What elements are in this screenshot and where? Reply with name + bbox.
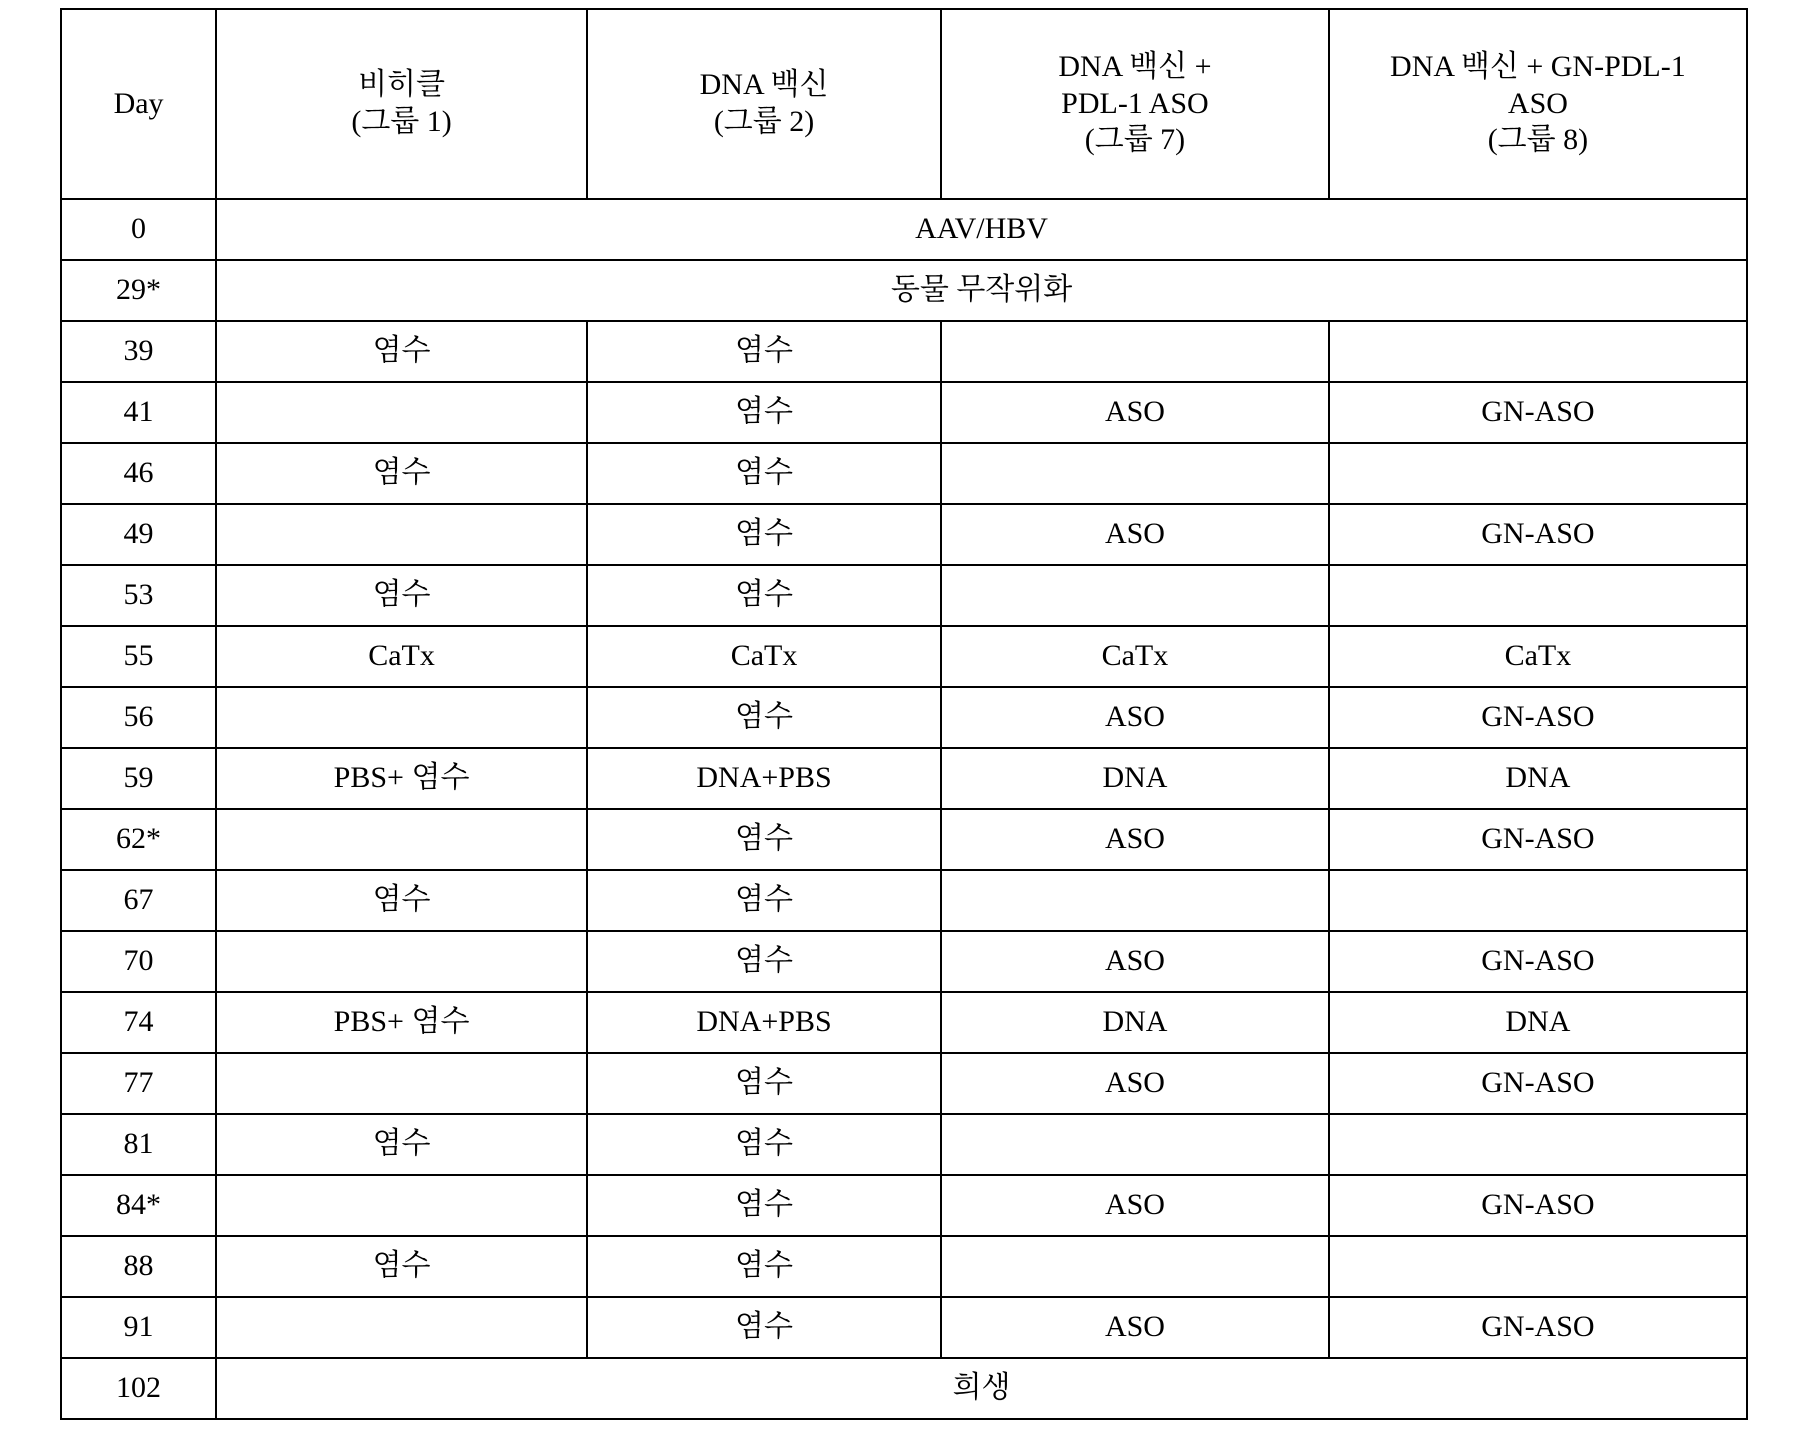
column-header-group8-line-3: (그룹 8) [1487, 123, 1589, 157]
cell-day: 55 [61, 626, 216, 687]
column-header-group1 [216, 9, 587, 199]
cell-day: 102 [61, 1358, 216, 1419]
cell-group7: CaTx [941, 626, 1329, 687]
cell-group7: ASO [941, 809, 1329, 870]
cell-group2: 염수 [587, 1297, 941, 1358]
cell-group1 [216, 687, 587, 748]
cell-group7 [941, 321, 1329, 382]
cell-group8: GN-ASO [1329, 809, 1747, 870]
cell-day: 59 [61, 748, 216, 809]
column-header-group7-line-3: (그룹 7) [1084, 123, 1186, 157]
table-row [61, 931, 1747, 992]
column-header-group2-line-1: DNA 백신 [699, 68, 829, 102]
cell-group7 [941, 870, 1329, 931]
cell-group2: 염수 [587, 565, 941, 626]
table-header-row [61, 9, 1747, 199]
column-header-group8-line-1: DNA 백신 + GN-PDL-1 [1390, 50, 1686, 84]
cell-group2: 염수 [587, 1236, 941, 1297]
table-row [61, 1358, 1747, 1419]
cell-group7 [941, 1236, 1329, 1297]
cell-group1: PBS+ 염수 [216, 992, 587, 1053]
column-header-group7-line-2: PDL-1 ASO [1061, 86, 1209, 120]
cell-group7: ASO [941, 687, 1329, 748]
column-header-group2 [587, 9, 941, 199]
cell-group1: 염수 [216, 1236, 587, 1297]
cell-group8: GN-ASO [1329, 687, 1747, 748]
cell-group2: 염수 [587, 870, 941, 931]
cell-day: 77 [61, 1053, 216, 1114]
cell-day: 0 [61, 199, 216, 260]
cell-group7: ASO [941, 931, 1329, 992]
cell-group7 [941, 443, 1329, 504]
cell-group8 [1329, 321, 1747, 382]
cell-day: 56 [61, 687, 216, 748]
cell-group7 [941, 1114, 1329, 1175]
column-header-group2-line-2: (그룹 2) [713, 105, 815, 138]
cell-group2: CaTx [587, 626, 941, 687]
cell-group8: GN-ASO [1329, 1297, 1747, 1358]
column-header-group7 [941, 9, 1329, 199]
table-row [61, 504, 1747, 565]
cell-group2: 염수 [587, 687, 941, 748]
cell-group2: 염수 [587, 504, 941, 565]
cell-day: 49 [61, 504, 216, 565]
cell-group8: GN-ASO [1329, 504, 1747, 565]
cell-day: 81 [61, 1114, 216, 1175]
cell-group2: 염수 [587, 1114, 941, 1175]
table-row [61, 1114, 1747, 1175]
cell-group1: CaTx [216, 626, 587, 687]
table-row [61, 809, 1747, 870]
cell-group8 [1329, 443, 1747, 504]
cell-group8: GN-ASO [1329, 382, 1747, 443]
cell-group1 [216, 1053, 587, 1114]
cell-group2: DNA+PBS [587, 992, 941, 1053]
cell-group7: ASO [941, 1297, 1329, 1358]
table-row [61, 1236, 1747, 1297]
cell-day: 67 [61, 870, 216, 931]
cell-group2: 염수 [587, 809, 941, 870]
cell-group7: ASO [941, 1053, 1329, 1114]
cell-group8: DNA [1329, 748, 1747, 809]
cell-group7: DNA [941, 992, 1329, 1053]
cell-group8 [1329, 870, 1747, 931]
cell-group8 [1329, 565, 1747, 626]
table-row [61, 321, 1747, 382]
cell-day: 84* [61, 1175, 216, 1236]
cell-group1 [216, 1175, 587, 1236]
column-header-group7-line-1: DNA 백신 + [1058, 50, 1212, 84]
cell-day: 74 [61, 992, 216, 1053]
table-row [61, 748, 1747, 809]
column-header-group8-line-2: ASO [1507, 86, 1568, 120]
cell-group7: ASO [941, 1175, 1329, 1236]
cell-group8: CaTx [1329, 626, 1747, 687]
cell-day: 39 [61, 321, 216, 382]
cell-day: 41 [61, 382, 216, 443]
cell-group1: 염수 [216, 321, 587, 382]
column-header-group1-line-2: (그룹 1) [351, 105, 452, 138]
cell-group2: 염수 [587, 1053, 941, 1114]
cell-day: 46 [61, 443, 216, 504]
cell-group8: DNA [1329, 992, 1747, 1053]
column-header-group8 [1329, 9, 1747, 199]
cell-group2: 염수 [587, 382, 941, 443]
table-row [61, 687, 1747, 748]
cell-group1: 염수 [216, 870, 587, 931]
cell-group8: GN-ASO [1329, 931, 1747, 992]
cell-group7 [941, 565, 1329, 626]
cell-group1: 염수 [216, 443, 587, 504]
cell-group7: DNA [941, 748, 1329, 809]
column-header-group1-line-1: 비히클 [358, 68, 446, 102]
table-row [61, 443, 1747, 504]
column-header-day-line-1: Day [113, 86, 164, 120]
cell-group2: 염수 [587, 1175, 941, 1236]
cell-group1: 염수 [216, 565, 587, 626]
cell-day: 91 [61, 1297, 216, 1358]
cell-span: 동물 무작위화 [216, 260, 1747, 321]
study-schedule-table [60, 8, 1748, 1420]
cell-group7: ASO [941, 504, 1329, 565]
cell-day: 88 [61, 1236, 216, 1297]
cell-group1 [216, 504, 587, 565]
table-row [61, 199, 1747, 260]
cell-group1 [216, 382, 587, 443]
cell-group2: DNA+PBS [587, 748, 941, 809]
table-row [61, 1175, 1747, 1236]
cell-day: 62* [61, 809, 216, 870]
table-row [61, 565, 1747, 626]
table-row [61, 260, 1747, 321]
cell-day: 70 [61, 931, 216, 992]
cell-group2: 염수 [587, 931, 941, 992]
table-row [61, 992, 1747, 1053]
cell-day: 29* [61, 260, 216, 321]
cell-group1 [216, 931, 587, 992]
table-row [61, 1297, 1747, 1358]
table-row [61, 1053, 1747, 1114]
column-header-day [61, 9, 216, 199]
cell-span: 희생 [216, 1358, 1747, 1419]
cell-group8: GN-ASO [1329, 1053, 1747, 1114]
table-row [61, 870, 1747, 931]
table-row [61, 626, 1747, 687]
cell-span: AAV/HBV [216, 199, 1747, 260]
cell-group8 [1329, 1236, 1747, 1297]
table-row [61, 382, 1747, 443]
cell-group1 [216, 1297, 587, 1358]
cell-group8 [1329, 1114, 1747, 1175]
cell-group2: 염수 [587, 321, 941, 382]
cell-group1: PBS+ 염수 [216, 748, 587, 809]
cell-group1 [216, 809, 587, 870]
cell-group8: GN-ASO [1329, 1175, 1747, 1236]
table-body [61, 9, 1747, 1419]
cell-group1: 염수 [216, 1114, 587, 1175]
cell-group7: ASO [941, 382, 1329, 443]
cell-day: 53 [61, 565, 216, 626]
cell-group2: 염수 [587, 443, 941, 504]
